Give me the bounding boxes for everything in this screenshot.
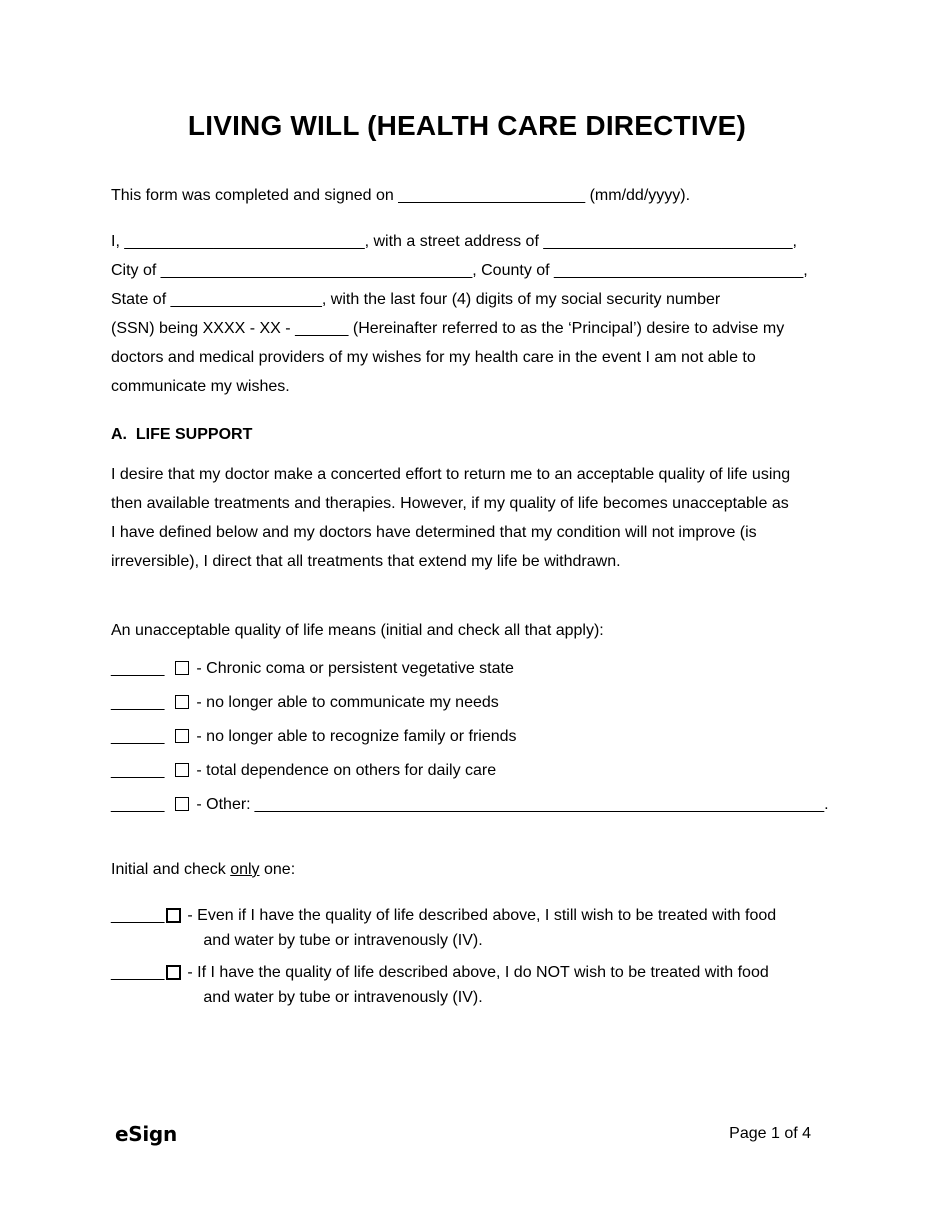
initials-blank[interactable]: ______	[111, 907, 165, 924]
initials-blank[interactable]: ______	[111, 694, 165, 711]
paragraph-line: I, ___________________________, with a street address of ____________________________,	[111, 233, 797, 250]
checkbox[interactable]	[175, 797, 189, 811]
checkbox[interactable]	[175, 695, 189, 709]
page-footer	[115, 1120, 811, 1148]
initials-blank[interactable]: ______	[111, 660, 165, 677]
initial-one-underlined-word: only	[230, 861, 260, 878]
principal-paragraph	[111, 227, 823, 401]
paragraph-line: doctors and medical providers of my wishes for my health care in the event I am not able to	[111, 349, 756, 366]
checklist-item-label: - no longer able to recognize family or friends	[196, 728, 517, 745]
checklist-item-label: - total dependence on others for daily care	[196, 762, 497, 779]
checklist-item	[111, 659, 823, 679]
paragraph-line: State of _________________, with the last four (4) digits of my social security number	[111, 291, 721, 308]
paragraph-line: I have defined below and my doctors have determined that my condition will not improve (is	[111, 524, 757, 541]
other-period: .	[824, 796, 829, 813]
checkbox[interactable]	[166, 908, 181, 923]
option-line: and water by tube or intravenously (IV).	[203, 989, 483, 1006]
checkbox[interactable]	[175, 661, 189, 675]
checklist-item-other	[111, 795, 829, 815]
option-line: - If I have the quality of life described above, I do NOT wish to be treated with food	[187, 964, 769, 981]
signed-date-prefix: This form was completed and signed on	[111, 187, 399, 204]
checkbox[interactable]	[175, 729, 189, 743]
initial-one-prompt	[111, 855, 823, 884]
feeding-option-text	[187, 960, 768, 1010]
initial-one-post: one:	[259, 861, 296, 878]
page-number: Page 1 of 4	[729, 1125, 811, 1142]
paragraph-line: communicate my wishes.	[111, 378, 290, 395]
initials-blank[interactable]: ______	[111, 762, 165, 779]
initials-blank[interactable]: ______	[111, 964, 165, 981]
paragraph-line: then available treatments and therapies. However, if my quality of life becomes unacceptable as	[111, 495, 789, 512]
life-support-paragraph	[111, 460, 823, 576]
checklist-item	[111, 693, 823, 713]
section-a-heading: A. LIFE SUPPORT	[111, 426, 253, 443]
paragraph-line: (SSN) being XXXX - XX - ______ (Hereinafter referred to as the ‘Principal’) desire to advise my	[111, 320, 785, 337]
initials-blank[interactable]: ______	[111, 796, 165, 813]
option-line: - Even if I have the quality of life described above, I still wish to be treated with food	[187, 907, 777, 924]
esign-logo: eSign	[115, 1122, 177, 1146]
paragraph-line: City of ___________________________________, County of ____________________________,	[111, 262, 808, 279]
checklist-item	[111, 727, 823, 747]
signed-date-blank[interactable]: _____________________	[398, 187, 586, 204]
feeding-option-wish-food	[111, 903, 823, 953]
feeding-option-no-food	[111, 960, 823, 1010]
checklist-item-label: - no longer able to communicate my needs	[196, 694, 499, 711]
initial-one-pre: Initial and check	[111, 861, 231, 878]
checkbox[interactable]	[166, 965, 181, 980]
checklist-item-label: - Chronic coma or persistent vegetative state	[196, 660, 514, 677]
checklist-item-label: - Other:	[196, 796, 251, 813]
signed-date-line	[111, 181, 823, 210]
checkbox[interactable]	[175, 763, 189, 777]
initials-blank[interactable]: ______	[111, 728, 165, 745]
signed-date-suffix: (mm/dd/yyyy).	[585, 187, 691, 204]
paragraph-line: irreversible), I direct that all treatments that extend my life be withdrawn.	[111, 553, 621, 570]
checklist-item	[111, 761, 823, 781]
quality-of-life-prompt: An unacceptable quality of life means (initial and check all that apply):	[111, 622, 604, 639]
option-line: and water by tube or intravenously (IV).	[203, 932, 483, 949]
document-title: LIVING WILL (HEALTH CARE DIRECTIVE)	[187, 110, 747, 141]
quality-of-life-checklist	[111, 659, 829, 815]
paragraph-line: I desire that my doctor make a concerted effort to return me to an acceptable quality of life using	[111, 466, 791, 483]
other-write-in-blank[interactable]: ________________________________________________________________	[254, 796, 825, 813]
feeding-option-text	[187, 903, 776, 953]
